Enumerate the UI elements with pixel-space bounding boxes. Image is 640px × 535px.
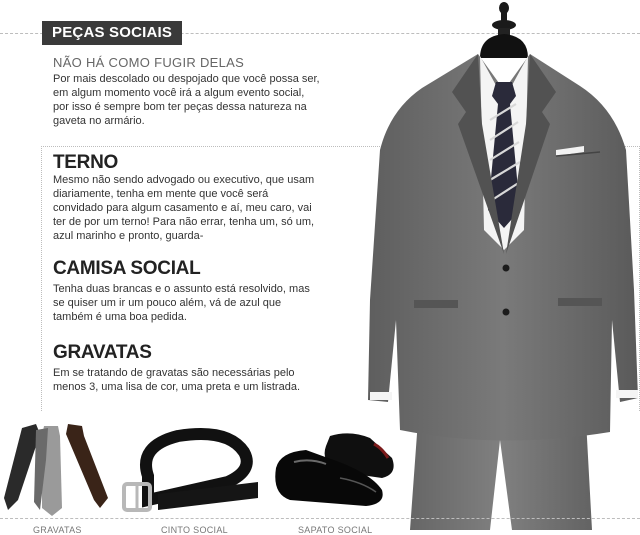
shirt-cuff xyxy=(370,392,392,400)
jacket-button xyxy=(503,265,510,272)
shirt-cuff xyxy=(616,390,638,398)
section-title-camisa: CAMISA SOCIAL xyxy=(53,258,201,279)
page-title: PEÇAS SOCIAIS xyxy=(42,21,182,45)
section-title-gravatas: GRAVATAS xyxy=(53,342,152,363)
jacket-button xyxy=(503,309,510,316)
shoes-illustration xyxy=(270,428,400,518)
belt-illustration xyxy=(118,426,268,518)
page-subtitle: NÃO HÁ COMO FUGIR DELAS xyxy=(53,55,245,70)
ties-illustration xyxy=(0,420,118,518)
section-title-terno: TERNO xyxy=(53,152,119,173)
right-pocket-flap xyxy=(558,298,602,306)
section-text-gravatas: Em se tratando de gravatas são necessárias pelo menos 3, uma lisa de cor, uma preta e um listrada. xyxy=(53,367,301,393)
intro-paragraph: Por mais descolado ou despojado que você possa ser, em algum momento você irá a algum evento social, por isso é sempre bom ter peças dessa natureza na gaveta no armário. xyxy=(53,73,320,127)
mannequin-head xyxy=(480,2,528,58)
caption-sapato: SAPATO SOCIAL xyxy=(295,525,375,535)
brown-tie xyxy=(66,424,108,508)
footer-divider xyxy=(0,518,640,519)
section-text-camisa: Tenha duas brancas e o assunto está resolvido, mas se quiser um ir um pouco além, vá de azul que também é uma boa pedida. xyxy=(53,283,310,323)
caption-cinto: CINTO SOCIAL xyxy=(158,525,231,535)
left-pocket-flap xyxy=(414,300,458,308)
caption-gravatas: GRAVATAS xyxy=(30,525,85,535)
section-text-terno: Mesmo não sendo advogado ou executivo, que usam diariamente, tenha em mente que você será convidado para algum casamento e aí, meu caro, vai ter de por um terno! Para não errar, tenha um, só um, azul marinho e pronto, guarda- xyxy=(53,174,315,242)
